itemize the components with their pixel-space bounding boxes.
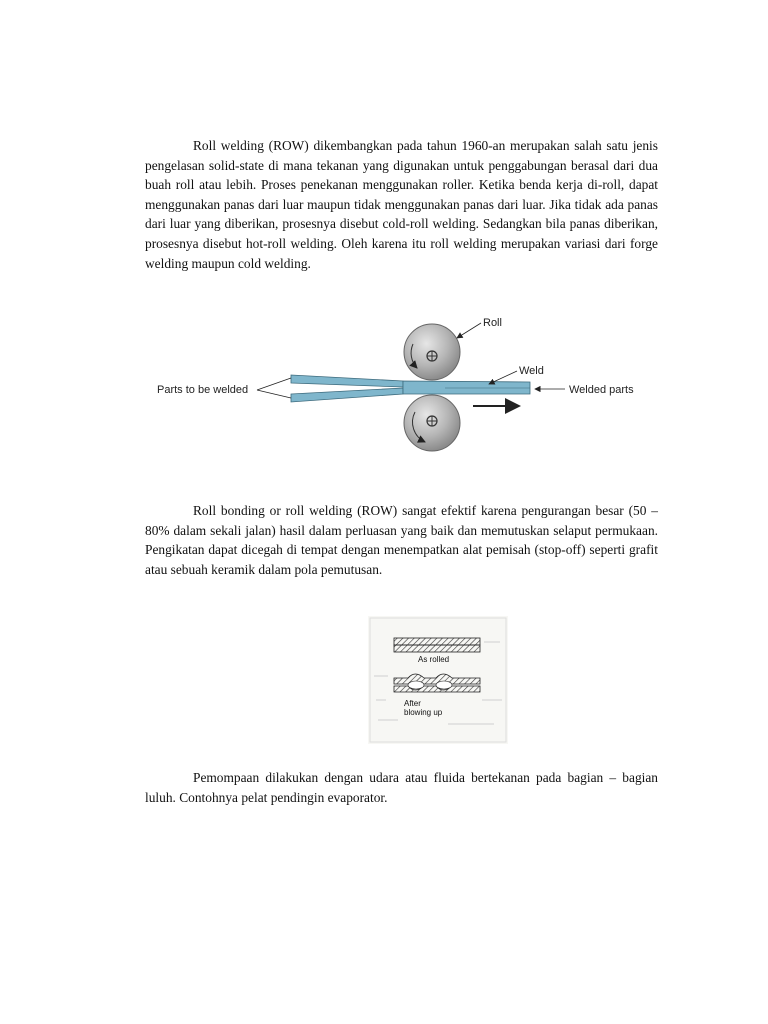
- label-roll: Roll: [483, 317, 502, 329]
- paragraph-pumping: Pemompaan dilakukan dengan udara atau fluida bertekanan pada bagian – bagian luluh. Contohnya pelat pendingin evaporator.: [145, 770, 658, 805]
- label-as-rolled: As rolled: [418, 655, 450, 664]
- workpiece-plates: [291, 375, 530, 402]
- as-rolled-plate: [394, 638, 480, 652]
- label-welded-parts: Welded parts: [569, 384, 634, 396]
- label-parts-to-be-welded: Parts to be welded: [157, 384, 249, 396]
- roll-welding-diagram: [145, 308, 650, 456]
- paragraph-roll-bonding: Roll bonding or roll welding (ROW) sangat efektif karena pengurangan besar (50 – 80% dalam sekali jalan) hasil dalam perluasan yang baik dan memutuskan selaput permukaan. Pengikatan dapat dicegah di tempat dengan menempatkan alat pemisah (stop-off) seperti grafit atau sebuah keramik dalam pola pemutusan.: [145, 503, 658, 577]
- label-after: After: [404, 699, 421, 708]
- upper-roll: [404, 324, 460, 380]
- paragraph-roll-welding-intro: Roll welding (ROW) dikembangkan pada tahun 1960-an merupakan salah satu jenis pengelasan solid-state di mana tekanan yang digunakan untuk penggabungan berasal dari dua buah roll atau lebih. Proses penekanan menggunakan roller. Ketika benda kerja di-roll, dapat menggunakan panas dari luar maupun tidak menggunakan panas dari luar. Jika tidak ada panas dari luar yang diberikan, prosesnya disebut cold-roll welding. Sedangkan bila panas diberikan, prosesnya disebut hot-roll welding. Oleh karena itu roll welding merupakan variasi dari forge welding maupun cold welding.: [145, 138, 658, 271]
- roll-bond-blowing-diagram: [368, 616, 508, 744]
- lower-roll: [404, 395, 460, 451]
- label-blowing-up: blowing up: [404, 708, 443, 717]
- label-weld: Weld: [519, 365, 544, 377]
